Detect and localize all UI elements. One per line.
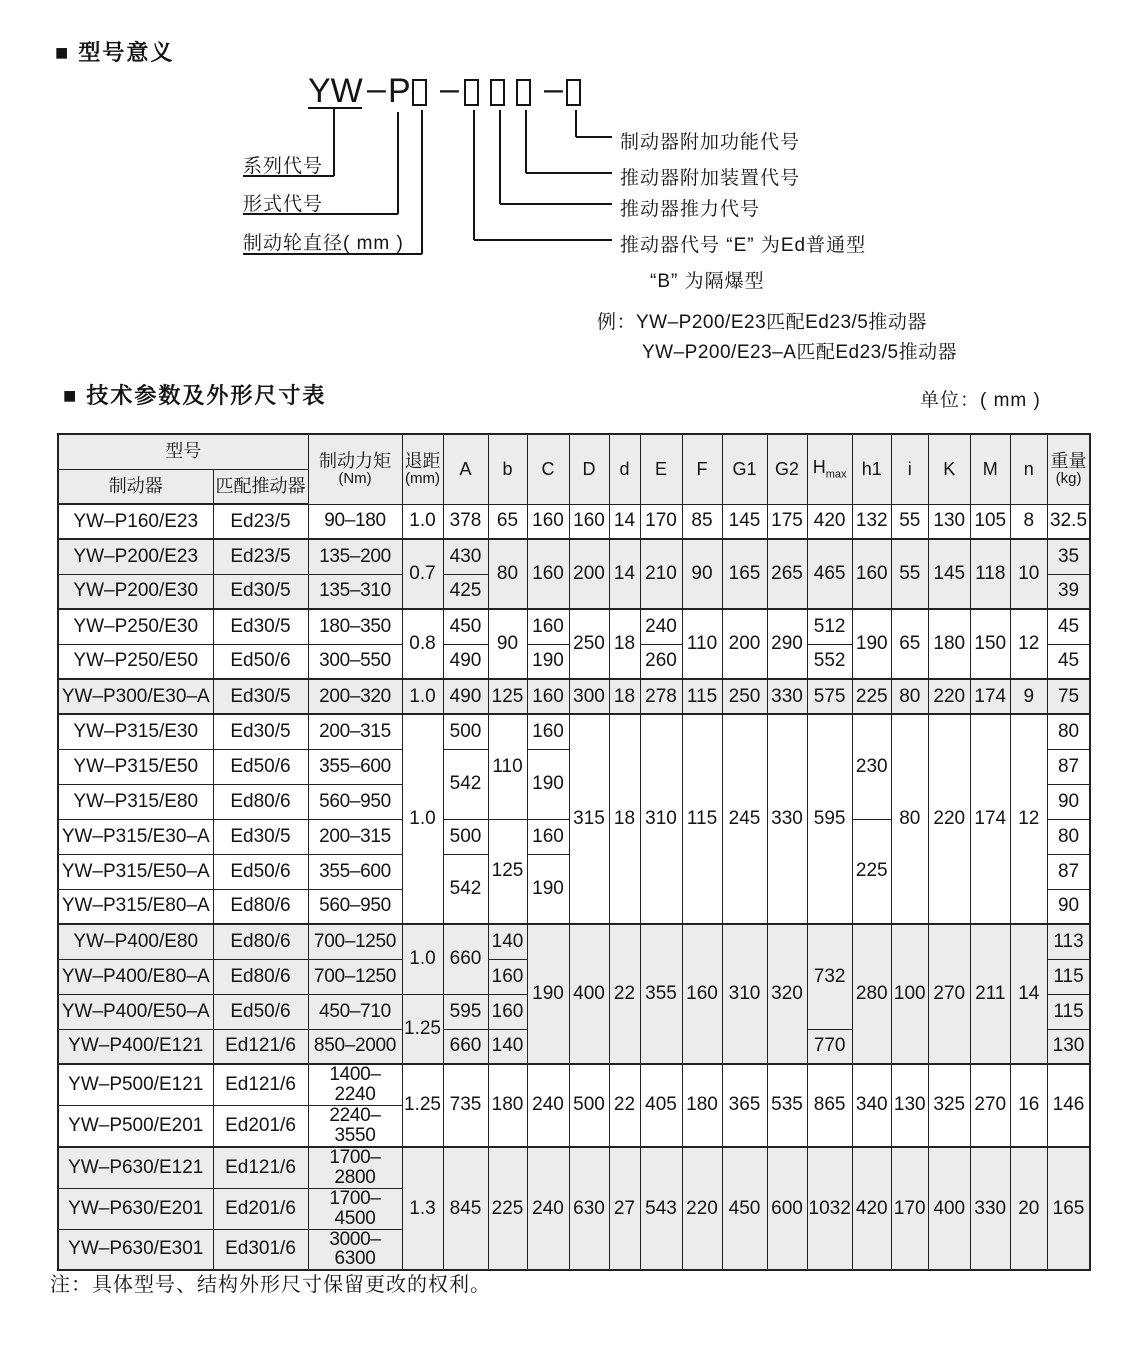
value-cell: 18 — [609, 679, 640, 714]
header-dim-n: n — [1010, 434, 1047, 504]
value-cell: 160 — [569, 504, 609, 539]
value-cell: 115 — [1047, 994, 1090, 1029]
model-code-diagram — [0, 0, 1145, 430]
table-row — [58, 1147, 1090, 1188]
model-cell: YW–P315/E30 — [58, 714, 213, 749]
value-cell: 245 — [722, 714, 767, 924]
value-cell: 135–200 — [308, 539, 402, 574]
value-cell: 732 — [807, 924, 852, 1029]
value-cell: 132 — [852, 504, 891, 539]
value-cell: 270 — [928, 924, 970, 1064]
value-cell: 535 — [767, 1064, 807, 1147]
value-cell: 190 — [527, 749, 569, 819]
model-cell: YW–P500/E121 — [58, 1064, 213, 1105]
value-cell: 310 — [640, 714, 682, 924]
value-cell: 14 — [609, 539, 640, 609]
value-cell: 595 — [807, 714, 852, 924]
value-cell: 315 — [569, 714, 609, 924]
value-cell: 1.25 — [402, 1064, 443, 1147]
value-cell: 90 — [1047, 889, 1090, 924]
value-cell: 290 — [767, 609, 807, 679]
value-cell: 405 — [640, 1064, 682, 1147]
model-cell: YW–P200/E23 — [58, 539, 213, 574]
value-cell: 220 — [928, 714, 970, 924]
value-cell: 16 — [1010, 1064, 1047, 1147]
value-cell: Ed50/6 — [213, 854, 308, 889]
value-cell: 165 — [722, 539, 767, 609]
value-cell: Ed201/6 — [213, 1105, 308, 1146]
model-cell: YW–P315/E50–A — [58, 854, 213, 889]
value-cell: 330 — [970, 1147, 1010, 1271]
value-cell: 90–180 — [308, 504, 402, 539]
connector-lines — [0, 0, 1145, 430]
header-dim-f: F — [682, 434, 722, 504]
value-cell: 100 — [891, 924, 928, 1064]
value-cell: 200–315 — [308, 819, 402, 854]
value-cell: 115 — [1047, 959, 1090, 994]
value-cell: 1.0 — [402, 679, 443, 714]
model-cell: YW–P250/E30 — [58, 609, 213, 644]
value-cell: 400 — [928, 1147, 970, 1271]
value-cell: 500 — [443, 819, 488, 854]
footnote: 注：具体型号、结构外形尺寸保留更改的权利。 — [50, 1274, 491, 1296]
value-cell: 850–2000 — [308, 1029, 402, 1064]
label-form-code: 形式代号 — [243, 194, 324, 215]
model-cell: YW–P400/E50–A — [58, 994, 213, 1029]
value-cell: 600 — [767, 1147, 807, 1271]
label-thruster-code: 推动器代号 “E” 为Ed普通型 — [620, 235, 867, 256]
value-cell: 165 — [1047, 1147, 1090, 1271]
value-cell: 150 — [970, 609, 1010, 679]
value-cell: 180–350 — [308, 609, 402, 644]
value-cell: 280 — [852, 924, 891, 1064]
model-cell: YW–P315/E30–A — [58, 819, 213, 854]
model-cell: YW–P400/E80 — [58, 924, 213, 959]
value-cell: 160 — [527, 819, 569, 854]
value-cell: 22 — [609, 924, 640, 1064]
header-dim-k: K — [928, 434, 970, 504]
label-brake-wheel-diameter: 制动轮直径( mm ) — [243, 233, 404, 254]
value-cell: 27 — [609, 1147, 640, 1271]
value-cell: 130 — [928, 504, 970, 539]
value-cell: 8 — [1010, 504, 1047, 539]
value-cell: 55 — [891, 504, 928, 539]
value-cell: Ed23/5 — [213, 539, 308, 574]
section-title-specs: ■ 技术参数及外形尺寸表 — [63, 383, 327, 408]
value-cell: Ed121/6 — [213, 1064, 308, 1105]
value-cell: 1700–4500 — [308, 1188, 402, 1229]
value-cell: Ed50/6 — [213, 749, 308, 784]
value-cell: 270 — [970, 1064, 1010, 1147]
value-cell: 512 — [807, 609, 852, 644]
value-cell: 425 — [443, 574, 488, 609]
value-cell: 240 — [527, 1064, 569, 1147]
value-cell: 220 — [682, 1147, 722, 1271]
model-cell: YW–P630/E201 — [58, 1188, 213, 1229]
value-cell: 1032 — [807, 1147, 852, 1271]
value-cell: Ed121/6 — [213, 1147, 308, 1188]
label-thruster-attachment-code: 推动器附加装置代号 — [620, 168, 801, 189]
table-row — [58, 679, 1090, 714]
example-line-2: YW–P200/E23–A匹配Ed23/5推动器 — [642, 342, 958, 363]
model-cell: YW–P250/E50 — [58, 644, 213, 679]
value-cell: 87 — [1047, 854, 1090, 889]
value-cell: Ed80/6 — [213, 889, 308, 924]
value-cell: Ed80/6 — [213, 784, 308, 819]
value-cell: 500 — [443, 714, 488, 749]
value-cell: 175 — [767, 504, 807, 539]
model-cell: YW–P400/E80–A — [58, 959, 213, 994]
header-weight: 重量 (kg) — [1047, 434, 1090, 504]
value-cell: 180 — [682, 1064, 722, 1147]
value-cell: 3000–6300 — [308, 1229, 402, 1270]
value-cell: Ed30/5 — [213, 679, 308, 714]
code-dash: – — [440, 70, 459, 108]
value-cell: 542 — [443, 854, 488, 924]
value-cell: 160 — [527, 609, 569, 644]
header-dim-h: $H_{max}$ — [807, 434, 852, 504]
value-cell: 450–710 — [308, 994, 402, 1029]
value-cell: 18 — [609, 714, 640, 924]
value-cell: Ed30/5 — [213, 574, 308, 609]
model-cell: YW–P315/E80 — [58, 784, 213, 819]
value-cell: 80 — [891, 679, 928, 714]
value-cell: 9 — [1010, 679, 1047, 714]
value-cell: 1.0 — [402, 714, 443, 924]
model-cell: YW–P500/E201 — [58, 1105, 213, 1146]
model-cell: YW–P630/E121 — [58, 1147, 213, 1188]
value-cell: 250 — [722, 679, 767, 714]
value-cell: 200–315 — [308, 714, 402, 749]
value-cell: 146 — [1047, 1064, 1090, 1147]
value-cell: 90 — [1047, 784, 1090, 819]
value-cell: 845 — [443, 1147, 488, 1271]
header-dim-d: D — [569, 434, 609, 504]
model-cell: YW–P400/E121 — [58, 1029, 213, 1064]
table-row — [58, 609, 1090, 644]
value-cell: 225 — [852, 819, 891, 924]
value-cell: 1700–2800 — [308, 1147, 402, 1188]
value-cell: 18 — [609, 609, 640, 679]
value-cell: 365 — [722, 1064, 767, 1147]
code-form-text: P — [388, 72, 411, 110]
unit-label: 单位：( mm ) — [920, 390, 1041, 411]
value-cell: 20 — [1010, 1147, 1047, 1271]
model-cell: YW–P200/E30 — [58, 574, 213, 609]
value-cell: 210 — [640, 539, 682, 609]
header-dim-a: A — [443, 434, 488, 504]
header-model-group: 型号 — [58, 434, 308, 469]
code-box-brake-function — [566, 79, 581, 106]
value-cell: 130 — [1047, 1029, 1090, 1064]
header-dim-i: i — [891, 434, 928, 504]
header-dim-b: b — [488, 434, 527, 504]
value-cell: 225 — [488, 1147, 527, 1271]
value-cell: 110 — [488, 714, 527, 819]
value-cell: 65 — [891, 609, 928, 679]
value-cell: 160 — [527, 714, 569, 749]
value-cell: 320 — [767, 924, 807, 1064]
value-cell: 160 — [527, 679, 569, 714]
header-dim-c: C — [527, 434, 569, 504]
model-cell: YW–P630/E301 — [58, 1229, 213, 1270]
value-cell: 490 — [443, 679, 488, 714]
value-cell: 225 — [852, 679, 891, 714]
value-cell: 160 — [682, 924, 722, 1064]
value-cell: 552 — [807, 644, 852, 679]
value-cell: 160 — [852, 539, 891, 609]
value-cell: 500 — [569, 1064, 609, 1147]
example-line-1: 例：YW–P200/E23匹配Ed23/5推动器 — [597, 312, 927, 333]
value-cell: 260 — [640, 644, 682, 679]
header-thruster: 匹配推动器 — [213, 469, 308, 504]
value-cell: 190 — [527, 924, 569, 1064]
value-cell: 113 — [1047, 924, 1090, 959]
value-cell: 0.7 — [402, 539, 443, 609]
value-cell: 1.0 — [402, 924, 443, 994]
value-cell: 543 — [640, 1147, 682, 1271]
value-cell: 330 — [767, 679, 807, 714]
value-cell: Ed80/6 — [213, 924, 308, 959]
value-cell: 80 — [1047, 714, 1090, 749]
value-cell: 355–600 — [308, 854, 402, 889]
value-cell: 180 — [488, 1064, 527, 1147]
value-cell: 145 — [928, 539, 970, 609]
value-cell: 660 — [443, 924, 488, 994]
value-cell: 80 — [488, 539, 527, 609]
value-cell: 700–1250 — [308, 924, 402, 959]
value-cell: 450 — [443, 609, 488, 644]
value-cell: 430 — [443, 539, 488, 574]
value-cell: 170 — [891, 1147, 928, 1271]
table-row — [58, 504, 1090, 539]
table-row — [58, 1064, 1090, 1105]
value-cell: 12 — [1010, 714, 1047, 924]
value-cell: 560–950 — [308, 889, 402, 924]
value-cell: Ed30/5 — [213, 714, 308, 749]
value-cell: 135–310 — [308, 574, 402, 609]
value-cell: 125 — [488, 679, 527, 714]
value-cell: 105 — [970, 504, 1010, 539]
value-cell: 560–950 — [308, 784, 402, 819]
value-cell: 190 — [527, 644, 569, 679]
model-cell: YW–P315/E50 — [58, 749, 213, 784]
value-cell: 14 — [609, 504, 640, 539]
value-cell: 378 — [443, 504, 488, 539]
value-cell: 45 — [1047, 644, 1090, 679]
value-cell: 125 — [488, 819, 527, 924]
value-cell: 595 — [443, 994, 488, 1029]
header-dim-g2: G2 — [767, 434, 807, 504]
value-cell: 22 — [609, 1064, 640, 1147]
value-cell: 465 — [807, 539, 852, 609]
value-cell: 32.5 — [1047, 504, 1090, 539]
value-cell: 355–600 — [308, 749, 402, 784]
value-cell: 420 — [807, 504, 852, 539]
header-dim-d: d — [609, 434, 640, 504]
table-row — [58, 714, 1090, 749]
code-box-thruster-attachment — [516, 79, 531, 106]
value-cell: Ed50/6 — [213, 644, 308, 679]
value-cell: Ed30/5 — [213, 609, 308, 644]
value-cell: Ed50/6 — [213, 994, 308, 1029]
value-cell: 542 — [443, 749, 488, 819]
value-cell: 160 — [488, 994, 527, 1029]
value-cell: 200–320 — [308, 679, 402, 714]
model-cell: YW–P300/E30–A — [58, 679, 213, 714]
value-cell: 190 — [852, 609, 891, 679]
value-cell: 110 — [682, 609, 722, 679]
value-cell: 240 — [640, 609, 682, 644]
value-cell: 80 — [1047, 819, 1090, 854]
value-cell: Ed121/6 — [213, 1029, 308, 1064]
value-cell: 211 — [970, 924, 1010, 1064]
value-cell: 39 — [1047, 574, 1090, 609]
value-cell: 145 — [722, 504, 767, 539]
value-cell: 325 — [928, 1064, 970, 1147]
value-cell: 355 — [640, 924, 682, 1064]
value-cell: 450 — [722, 1147, 767, 1271]
header-clearance: 退距 (mm) — [402, 434, 443, 504]
value-cell: 130 — [891, 1064, 928, 1147]
header-dim-e: E — [640, 434, 682, 504]
value-cell: 300–550 — [308, 644, 402, 679]
code-box-thruster-force — [490, 79, 505, 106]
value-cell: 35 — [1047, 539, 1090, 574]
value-cell: 90 — [488, 609, 527, 679]
value-cell: 90 — [682, 539, 722, 609]
value-cell: 575 — [807, 679, 852, 714]
code-dash: – — [544, 70, 563, 108]
value-cell: 300 — [569, 679, 609, 714]
label-thruster-code-b: “B” 为隔爆型 — [650, 271, 765, 292]
value-cell: 14 — [1010, 924, 1047, 1064]
value-cell: 310 — [722, 924, 767, 1064]
value-cell: 160 — [527, 504, 569, 539]
value-cell: 770 — [807, 1029, 852, 1064]
value-cell: 1.0 — [402, 504, 443, 539]
header-brake: 制动器 — [58, 469, 213, 504]
value-cell: 2240–3550 — [308, 1105, 402, 1146]
value-cell: 265 — [767, 539, 807, 609]
value-cell: 190 — [527, 854, 569, 924]
section-title-model-meaning: ■ 型号意义 — [55, 40, 175, 65]
value-cell: 85 — [682, 504, 722, 539]
value-cell: 240 — [527, 1147, 569, 1271]
value-cell: 220 — [928, 679, 970, 714]
model-cell: YW–P160/E23 — [58, 504, 213, 539]
value-cell: 12 — [1010, 609, 1047, 679]
value-cell: 490 — [443, 644, 488, 679]
value-cell: 115 — [682, 714, 722, 924]
value-cell: 170 — [640, 504, 682, 539]
value-cell: 65 — [488, 504, 527, 539]
header-dim-g1: G1 — [722, 434, 767, 504]
value-cell: 0.8 — [402, 609, 443, 679]
value-cell: 75 — [1047, 679, 1090, 714]
value-cell: 10 — [1010, 539, 1047, 609]
value-cell: 160 — [527, 539, 569, 609]
value-cell: 200 — [569, 539, 609, 609]
value-cell: 278 — [640, 679, 682, 714]
value-cell: 118 — [970, 539, 1010, 609]
value-cell: 55 — [891, 539, 928, 609]
label-series-code: 系列代号 — [243, 156, 324, 177]
table-row — [58, 924, 1090, 959]
value-cell: Ed201/6 — [213, 1188, 308, 1229]
value-cell: 80 — [891, 714, 928, 924]
value-cell: 115 — [682, 679, 722, 714]
value-cell: 420 — [852, 1147, 891, 1271]
table-row — [58, 539, 1090, 574]
value-cell: 1.3 — [402, 1147, 443, 1271]
code-dash: – — [367, 70, 386, 108]
value-cell: Ed80/6 — [213, 959, 308, 994]
value-cell: 230 — [852, 714, 891, 819]
value-cell: 700–1250 — [308, 959, 402, 994]
value-cell: 330 — [767, 714, 807, 924]
value-cell: Ed30/5 — [213, 819, 308, 854]
header-dim-m: M — [970, 434, 1010, 504]
value-cell: 180 — [928, 609, 970, 679]
label-brake-function-code: 制动器附加功能代号 — [620, 132, 801, 153]
model-cell: YW–P315/E80–A — [58, 889, 213, 924]
value-cell: 630 — [569, 1147, 609, 1271]
value-cell: 1400–2240 — [308, 1064, 402, 1105]
value-cell: 140 — [488, 924, 527, 959]
value-cell: 340 — [852, 1064, 891, 1147]
header-torque: 制动力矩 (Nm) — [308, 434, 402, 504]
value-cell: 1.25 — [402, 994, 443, 1064]
code-box-diameter — [412, 79, 427, 106]
value-cell: Ed23/5 — [213, 504, 308, 539]
code-series-text: YW — [308, 72, 363, 110]
value-cell: 735 — [443, 1064, 488, 1147]
value-cell: 140 — [488, 1029, 527, 1064]
value-cell: 200 — [722, 609, 767, 679]
value-cell: Ed301/6 — [213, 1229, 308, 1270]
spec-table — [57, 433, 1091, 1271]
value-cell: 174 — [970, 714, 1010, 924]
value-cell: 250 — [569, 609, 609, 679]
value-cell: 45 — [1047, 609, 1090, 644]
value-cell: 865 — [807, 1064, 852, 1147]
value-cell: 174 — [970, 679, 1010, 714]
header-dim-h1: h1 — [852, 434, 891, 504]
value-cell: 400 — [569, 924, 609, 1064]
value-cell: 160 — [488, 959, 527, 994]
label-thruster-force-code: 推动器推力代号 — [620, 199, 761, 220]
code-box-thruster-code — [464, 79, 479, 106]
value-cell: 660 — [443, 1029, 488, 1064]
value-cell: 87 — [1047, 749, 1090, 784]
